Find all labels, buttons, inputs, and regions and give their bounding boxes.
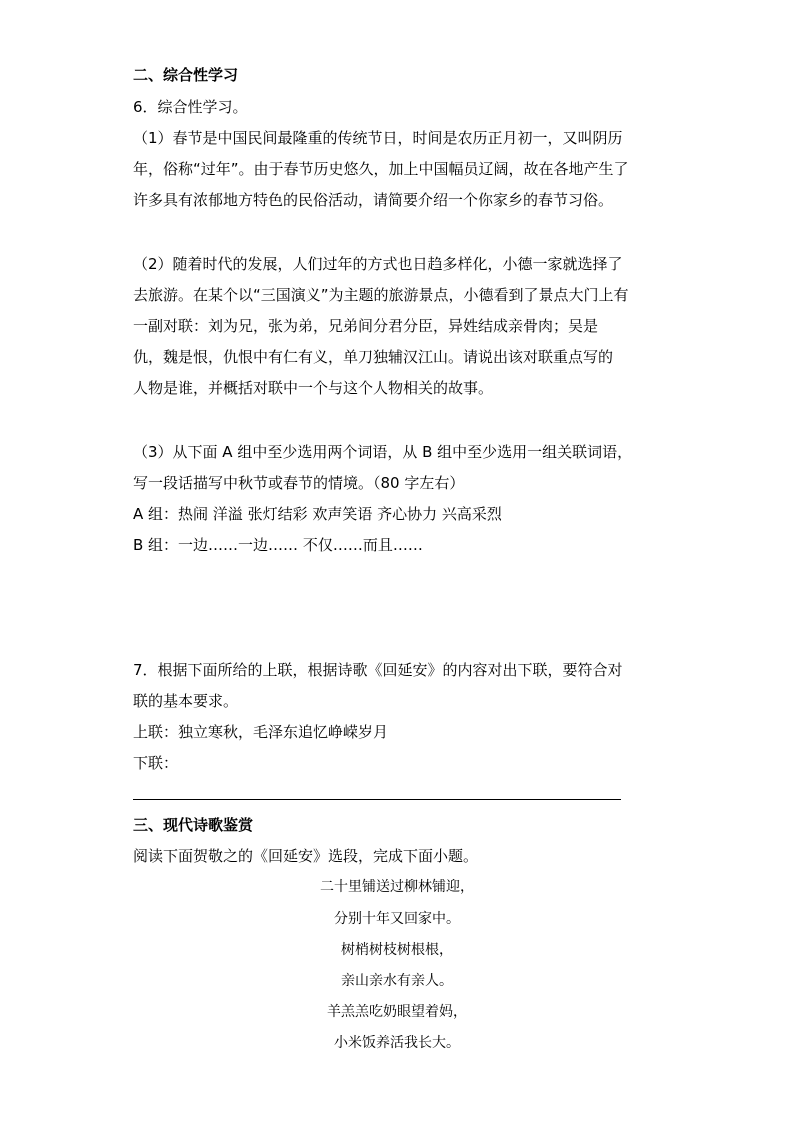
question-6-2-line-3: 一副对联：刘为兄，张为弟，兄弟间分君分臣，异姓结成亲骨肉；吴是 [133,317,599,335]
question-6-1-line-2: 年，俗称“过年”。由于春节历史悠久，加上中国幅员辽阔，故在各地产生了 [133,160,629,178]
reading-instruction: 阅读下面贺敬之的《回延安》选段，完成下面小题。 [133,847,479,865]
poem-line-3: 树梢树枝树根根， [341,942,453,958]
question-6-2-line-5: 人物是谁，并概括对联中一个与这个人物相关的故事。 [133,379,494,397]
group-a-word-list: A 组：热闹 洋溢 张灯结彩 欢声笑语 齐心协力 兴高采烈 [133,505,502,523]
answer-underline [133,799,621,800]
poem-line-6: 小米饭养活我长大。 [334,1035,460,1051]
question-6-1-line-1: （1）春节是中国民间最隆重的传统节日，时间是农历正月初一，又叫阴历 [133,129,623,147]
group-b-conjunction-list: B 组：一边……一边…… 不仅……而且…… [133,536,423,554]
question-7-line-2: 联的基本要求。 [133,692,239,710]
question-6-3-line-1: （3）从下面 A 组中至少选用两个词语，从 B 组中至少选用一组关联词语， [133,443,633,461]
poem-line-2: 分别十年又回家中。 [334,911,460,927]
upper-couplet: 上联：独立寒秋，毛泽东追忆峥嵘岁月 [133,723,389,741]
section-heading-modern-poetry: 三、现代诗歌鉴赏 [133,816,254,834]
lower-couplet-label: 下联： [133,754,179,772]
question-6-title: 6．综合性学习。 [133,98,248,116]
question-6-2-line-1: （2）随着时代的发展，人们过年的方式也日趋多样化，小德一家就选择了 [133,255,623,273]
question-6-2-line-2: 去旅游。在某个以“三国演义”为主题的旅游景点，小德看到了景点大门上有 [133,286,629,304]
poem-line-4: 亲山亲水有亲人。 [341,973,453,989]
section-heading-comprehensive-study: 二、综合性学习 [133,66,239,84]
poem-line-1: 二十里铺送过柳林铺迎， [320,879,474,895]
question-6-3-line-2: 写一段话描写中秋节或春节的情境。（80 字左右） [133,474,465,492]
poem-line-5: 羊羔羔吃奶眼望着妈， [327,1004,467,1020]
question-6-1-line-3: 许多具有浓郁地方特色的民俗活动，请简要介绍一个你家乡的春节习俗。 [133,191,614,209]
question-7-line-1: 7．根据下面所给的上联，根据诗歌《回延安》的内容对出下联，要符合对 [133,661,623,679]
question-6-2-line-4: 仇，魏是恨，仇恨中有仁有义，单刀独辅汉江山。请说出该对联重点写的 [133,348,614,366]
